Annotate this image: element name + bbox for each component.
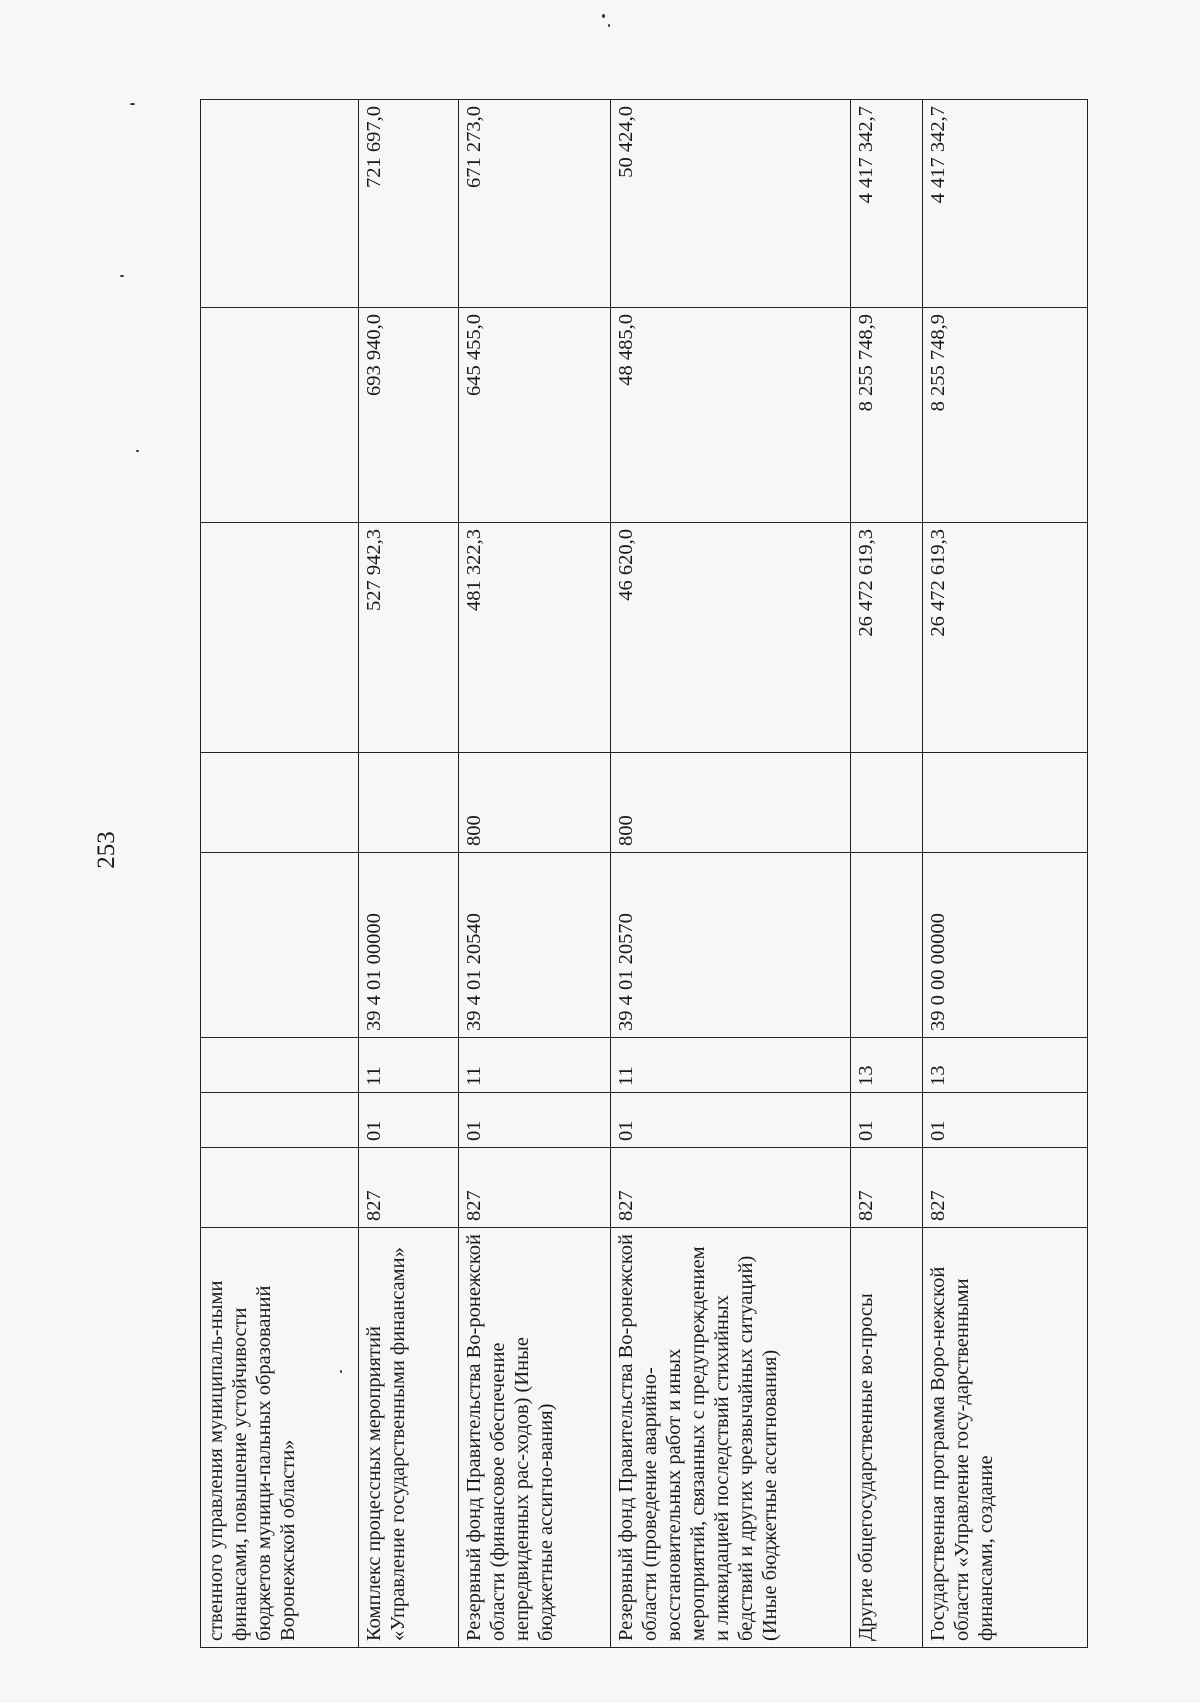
rz-cell xyxy=(201,1093,359,1148)
sum2-cell: 645 455,0 xyxy=(459,308,611,523)
sum1-cell: 46 620,0 xyxy=(611,523,851,753)
csr-cell: 39 0 00 00000 xyxy=(923,853,1088,1038)
row-name: ственного управления муниципаль-ными финансами, повышение устойчивости бюджетов муници-пальных образований Воронежской области» xyxy=(201,1228,359,1648)
pr-cell: 13 xyxy=(923,1038,1088,1093)
grbs-cell: 827 xyxy=(923,1148,1088,1228)
grbs-cell: 827 xyxy=(359,1148,459,1228)
table-row xyxy=(201,100,359,1648)
pr-cell: 11 xyxy=(459,1038,611,1093)
csr-cell xyxy=(851,853,923,1038)
grbs-cell: 827 xyxy=(459,1148,611,1228)
table-row xyxy=(851,100,923,1648)
vr-cell: 800 xyxy=(459,753,611,853)
csr-cell: 39 4 01 20570 xyxy=(611,853,851,1038)
sum1-cell: 481 322,3 xyxy=(459,523,611,753)
csr-cell: 39 4 01 00000 xyxy=(359,853,459,1038)
row-name: Комплекс процессных мероприятий «Управление государственными финансами» xyxy=(359,1228,459,1648)
sum1-cell: 26 472 619,3 xyxy=(923,523,1088,753)
row-name: Резервный фонд Правительства Во-ронежской области (проведение аварийно-восстановительных работ и иных мероприятий, связанных с предупреждением и ликвидацией последствий стихийных бедствий и других чрезвычайных ситуаций) (Иные бюджетные ассигнования) xyxy=(611,1228,851,1648)
rz-cell: 01 xyxy=(459,1093,611,1148)
row-name: Другие общегосударственные во-просы xyxy=(851,1228,923,1648)
pr-cell: 13 xyxy=(851,1038,923,1093)
sum3-cell: 4 417 342,7 xyxy=(923,100,1088,308)
table-row xyxy=(923,100,1088,1648)
pr-cell: 11 xyxy=(611,1038,851,1093)
sum2-cell: 8 255 748,9 xyxy=(923,308,1088,523)
vr-cell xyxy=(201,753,359,853)
vr-cell: 800 xyxy=(611,753,851,853)
grbs-cell xyxy=(201,1148,359,1228)
sum3-cell xyxy=(201,100,359,308)
scan-speck xyxy=(136,450,139,452)
rz-cell: 01 xyxy=(851,1093,923,1148)
rz-cell: 01 xyxy=(359,1093,459,1148)
sum1-cell: 527 942,3 xyxy=(359,523,459,753)
row-name: Резервный фонд Правительства Во-ронежской области (финансовое обеспечение непредвиденных рас-ходов) (Иные бюджетные ассигно-вания) xyxy=(459,1228,611,1648)
rz-cell: 01 xyxy=(923,1093,1088,1148)
sum1-cell: 26 472 619,3 xyxy=(851,523,923,753)
table-row xyxy=(611,100,851,1648)
sum1-cell xyxy=(201,523,359,753)
sum2-cell: 693 940,0 xyxy=(359,308,459,523)
csr-cell xyxy=(201,853,359,1038)
scan-speck xyxy=(608,24,610,27)
vr-cell xyxy=(359,753,459,853)
row-name: Государственная программа Воро-нежской области «Управление госу-дарственными финансами, создание xyxy=(923,1228,1088,1648)
grbs-cell: 827 xyxy=(611,1148,851,1228)
sum2-cell: 48 485,0 xyxy=(611,308,851,523)
table-row xyxy=(359,100,459,1648)
scan-speck xyxy=(130,103,135,105)
page-number: 253 xyxy=(92,831,120,869)
csr-cell: 39 4 01 20540 xyxy=(459,853,611,1038)
sum3-cell: 50 424,0 xyxy=(611,100,851,308)
budget-table xyxy=(200,99,1088,1648)
pr-cell: 11 xyxy=(359,1038,459,1093)
sum2-cell: 8 255 748,9 xyxy=(851,308,923,523)
rz-cell: 01 xyxy=(611,1093,851,1148)
vr-cell xyxy=(851,753,923,853)
sum3-cell: 721 697,0 xyxy=(359,100,459,308)
budget-table-rotated xyxy=(200,100,1087,1648)
grbs-cell: 827 xyxy=(851,1148,923,1228)
table-row xyxy=(459,100,611,1648)
sum3-cell: 4 417 342,7 xyxy=(851,100,923,308)
sum3-cell: 671 273,0 xyxy=(459,100,611,308)
scan-speck xyxy=(120,275,124,277)
vr-cell xyxy=(923,753,1088,853)
sum2-cell xyxy=(201,308,359,523)
scan-speck xyxy=(602,14,605,18)
pr-cell xyxy=(201,1038,359,1093)
